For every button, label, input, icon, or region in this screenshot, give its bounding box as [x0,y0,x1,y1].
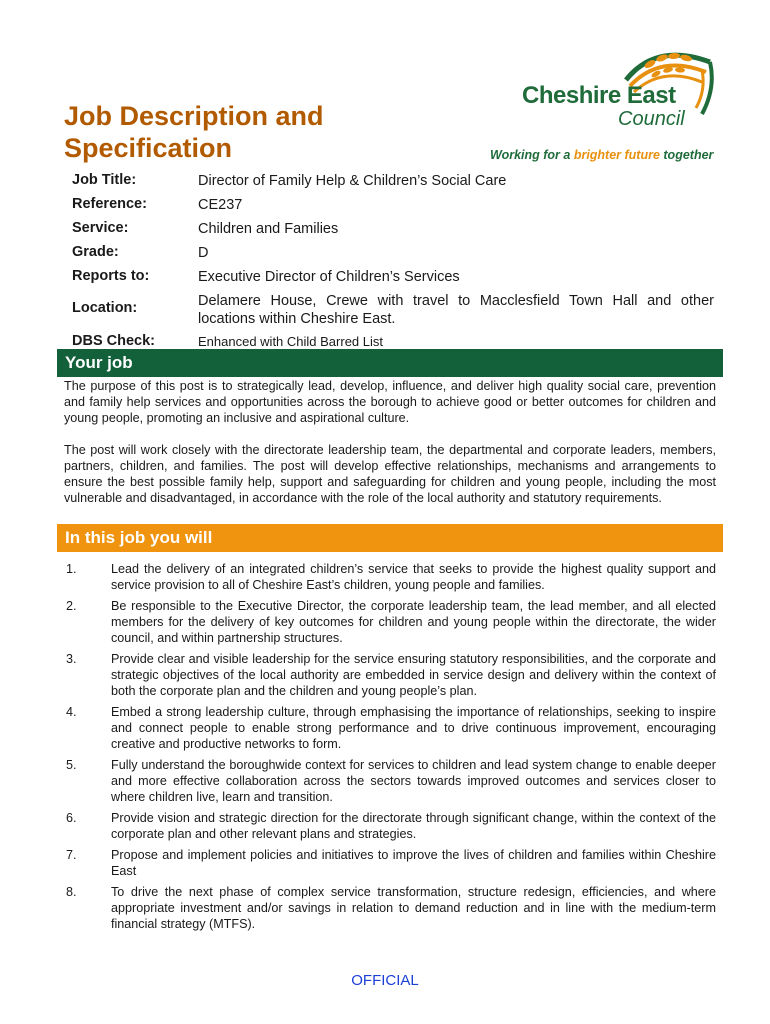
detail-value: Director of Family Help & Children’s Social Care [198,173,507,189]
item-number: 4. [66,705,77,719]
detail-value: D [198,245,209,261]
duties-heading: In this job you will [57,524,723,552]
item-text: To drive the next phase of complex service transformation, structure redesign, efficiencies, and where appropriate investment and/or savings in relation to demand reduction and in line with the medium-term financial strategy (MTFS). [111,885,716,931]
tagline-part-c: together [659,148,714,162]
item-number: 6. [66,811,77,825]
detail-value: CE237 [198,197,243,213]
item-text: Embed a strong leadership culture, through emphasising the importance of relationships, seeking to inspire and connect people to enable strong performance and to drive continuous improvement, encouraging creative and productive networks to form. [111,705,716,751]
detail-value: Delamere House, Crewe with travel to Macclesfield Town Hall and other locations within Cheshire East. [198,293,714,327]
item-number: 1. [66,562,77,576]
detail-label: Location: [72,300,138,316]
item-number: 5. [66,758,77,772]
item-text: Lead the delivery of an integrated children’s service that seeks to provide the highest quality support and service provision to all of Cheshire East’s children, young people and families. [111,562,716,592]
detail-label: Reference: [72,196,147,212]
list-item [64,757,716,805]
list-item [64,598,716,646]
detail-label: Grade: [72,244,119,260]
item-number: 7. [66,848,77,862]
title-line-2: Specification [64,133,233,163]
logo-tagline [490,148,713,162]
list-item [64,561,716,593]
item-text: Provide clear and visible leadership for the service ensuring statutory responsibilities, and the corporate and strategic objectives of the local authority are embedded in service design and delivery within the context of both the corporate plan and the children and young people’s plan. [111,652,716,698]
list-item [64,651,716,699]
title-line-1: Job Description and [64,101,324,131]
item-text: Propose and implement policies and initiatives to improve the lives of children and families within Cheshire East [111,848,716,878]
item-number: 2. [66,599,77,613]
item-text: Fully understand the boroughwide context for services to children and lead system change to enable deeper and more effective collaboration across the sectors towards improved outcomes and services closer to where children live, learn and transition. [111,758,716,804]
logo-council: Council [618,108,685,130]
duties-list [64,561,716,937]
cheshire-east-logo [488,40,728,166]
your-job-paragraph-1: The purpose of this post is to strategically lead, develop, influence, and deliver high quality social care, prevention and family help services and opportunities across the borough to achieve good or better outcomes for children and young people, promoting an inclusive and aspirational culture. [64,379,716,425]
detail-value: Children and Families [198,221,339,237]
item-text: Be responsible to the Executive Director, the corporate leadership team, the lead member, and all elected members for the delivery of key outcomes for children and young people within the directorate, the wider council, and within partnership structures. [111,599,716,645]
tagline-part-a: Working for a [490,148,574,162]
detail-label: DBS Check: [72,333,155,349]
detail-label: Reports to: [72,268,150,284]
item-number: 8. [66,885,77,899]
your-job-paragraph-2: The post will work closely with the directorate leadership team, the departmental and corporate leaders, members, partners, children, and families. The post will develop effective relationships, mechanisms and arrangements to ensure the best possible family help, support and safeguarding for children and young people, including the most vulnerable and disadvantaged, in accordance with the role of the local authority and statutory requirements. [64,443,716,505]
your-job-heading: Your job [57,349,723,377]
tagline-highlight: brighter future [573,148,660,162]
list-item [64,810,716,842]
list-item [64,884,716,932]
item-text: Provide vision and strategic direction for the directorate through significant change, within the context of the corporate plan and other relevant plans and strategies. [111,811,716,841]
detail-value: Enhanced with Child Barred List [198,334,383,349]
detail-value: Executive Director of Children’s Services [198,269,460,285]
detail-label: Job Title: [72,172,137,188]
detail-label: Service: [72,220,129,236]
logo-name: Cheshire East [522,82,676,109]
item-number: 3. [66,652,77,666]
official-classification: OFFICIAL [351,972,419,989]
page-title [64,100,444,164]
list-item [64,847,716,879]
list-item [64,704,716,752]
